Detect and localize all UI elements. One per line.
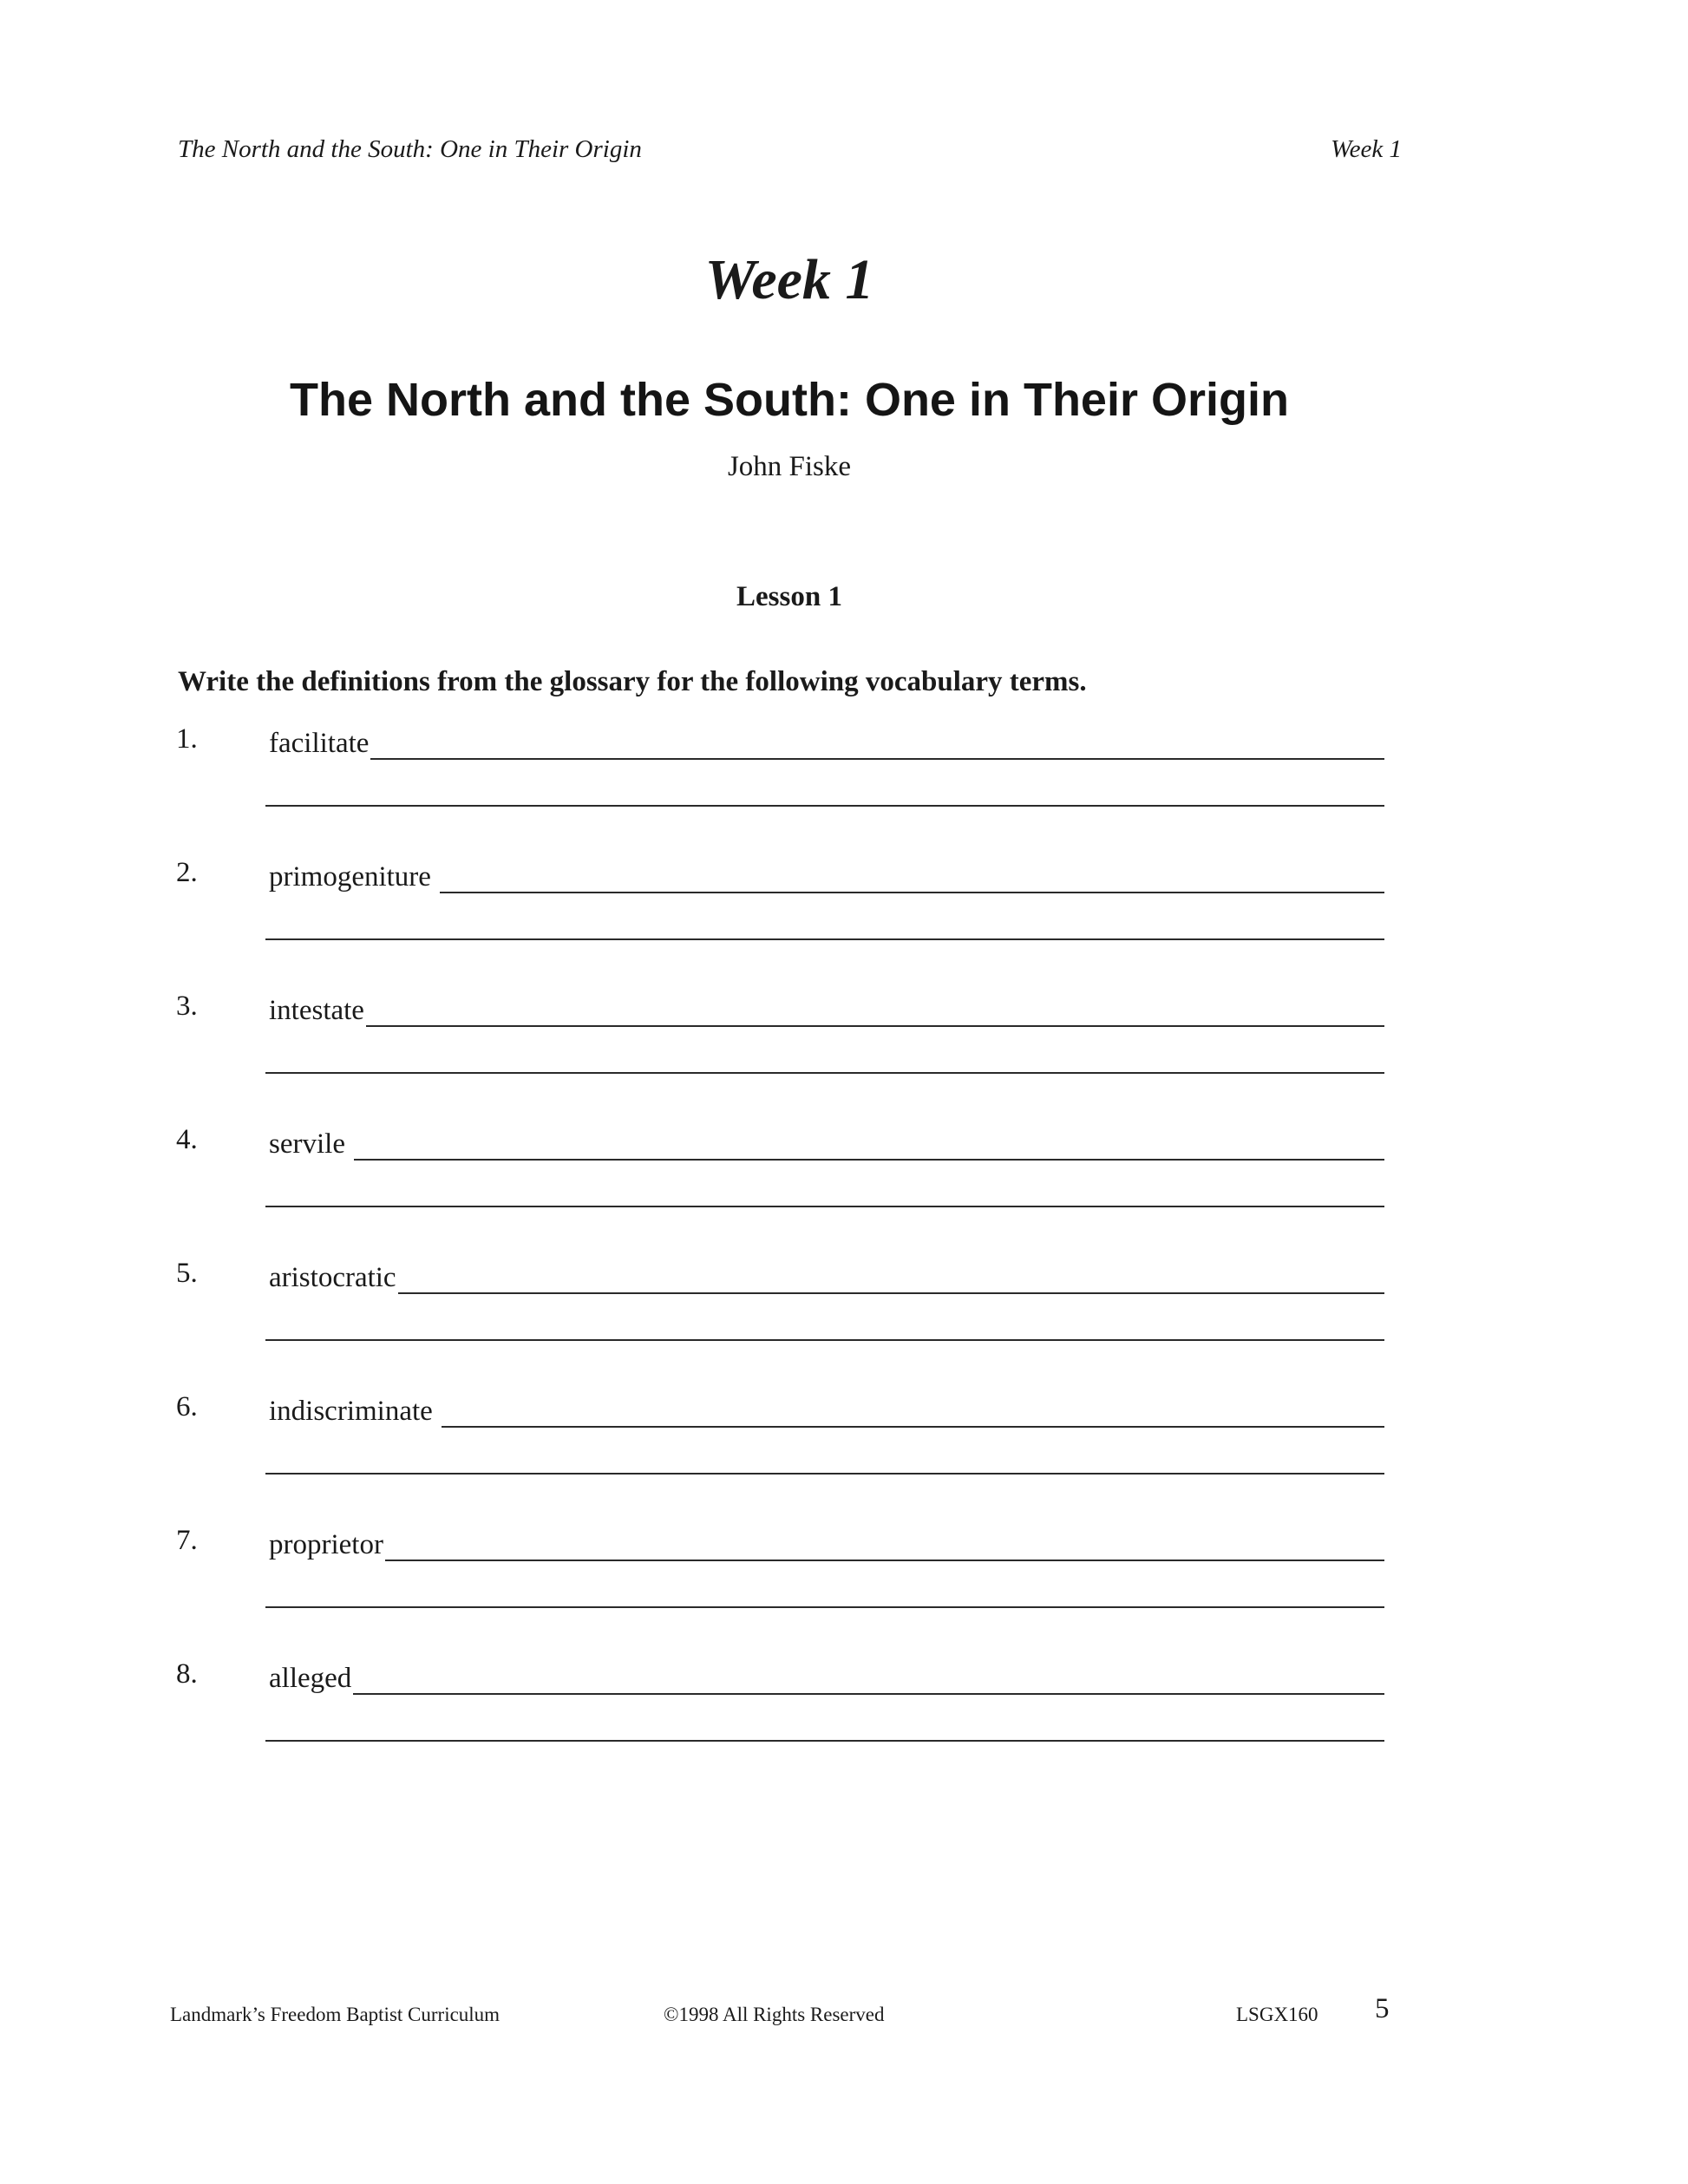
vocab-item xyxy=(0,1525,1688,1655)
running-header-title: The North and the South: One in Their Origin xyxy=(178,135,642,163)
answer-line[interactable] xyxy=(442,1390,1384,1428)
vocab-item xyxy=(0,857,1688,987)
answer-line-continued[interactable] xyxy=(265,1473,1384,1475)
running-header-week: Week 1 xyxy=(1331,135,1402,163)
vocab-item xyxy=(0,1391,1688,1521)
answer-line[interactable] xyxy=(385,1523,1384,1561)
item-number: 3. xyxy=(176,991,198,1022)
answer-line[interactable] xyxy=(370,722,1384,760)
vocab-item xyxy=(0,1658,1688,1788)
item-number: 4. xyxy=(176,1124,198,1155)
author-name: John Fiske xyxy=(727,451,852,482)
answer-line[interactable] xyxy=(398,1256,1384,1294)
footer-publisher: Landmark’s Freedom Baptist Curriculum xyxy=(170,2004,501,2025)
footer-copyright: ©1998 All Rights Reserved xyxy=(664,2004,885,2025)
answer-line[interactable] xyxy=(440,855,1384,893)
answer-line-continued[interactable] xyxy=(265,1339,1384,1341)
vocab-term: alleged xyxy=(269,1663,352,1694)
answer-line-continued[interactable] xyxy=(265,1072,1384,1074)
answer-line[interactable] xyxy=(366,989,1384,1027)
item-number: 2. xyxy=(176,857,198,888)
answer-line-continued[interactable] xyxy=(265,1206,1384,1207)
vocab-item xyxy=(0,991,1688,1121)
vocab-term: servile xyxy=(269,1128,345,1160)
vocab-term: indiscriminate xyxy=(269,1396,433,1427)
item-number: 8. xyxy=(176,1658,198,1690)
vocab-item xyxy=(0,723,1688,853)
answer-line-continued[interactable] xyxy=(265,1740,1384,1742)
item-number: 5. xyxy=(176,1258,198,1289)
vocab-term: facilitate xyxy=(269,728,370,759)
page-title: The North and the South: One in Their Origin xyxy=(290,374,1289,426)
instructions-text: Write the definitions from the glossary for the following vocabulary terms. xyxy=(178,666,1087,697)
vocab-term: proprietor xyxy=(269,1529,383,1560)
vocab-item xyxy=(0,1124,1688,1254)
vocab-term: aristocratic xyxy=(269,1262,396,1293)
item-number: 6. xyxy=(176,1391,198,1422)
page-number: 5 xyxy=(1375,1993,1390,2024)
answer-line-continued[interactable] xyxy=(265,1606,1384,1608)
footer-code: LSGX160 xyxy=(1236,2004,1318,2025)
answer-line[interactable] xyxy=(354,1122,1384,1161)
answer-line-continued[interactable] xyxy=(265,805,1384,807)
answer-line[interactable] xyxy=(353,1657,1384,1695)
week-heading: Week 1 xyxy=(704,248,874,311)
item-number: 1. xyxy=(176,723,198,755)
lesson-heading: Lesson 1 xyxy=(736,581,842,612)
vocab-term: primogeniture xyxy=(269,861,431,893)
item-number: 7. xyxy=(176,1525,198,1556)
answer-line-continued[interactable] xyxy=(265,938,1384,940)
vocab-item xyxy=(0,1258,1688,1388)
vocab-term: intestate xyxy=(269,995,364,1026)
